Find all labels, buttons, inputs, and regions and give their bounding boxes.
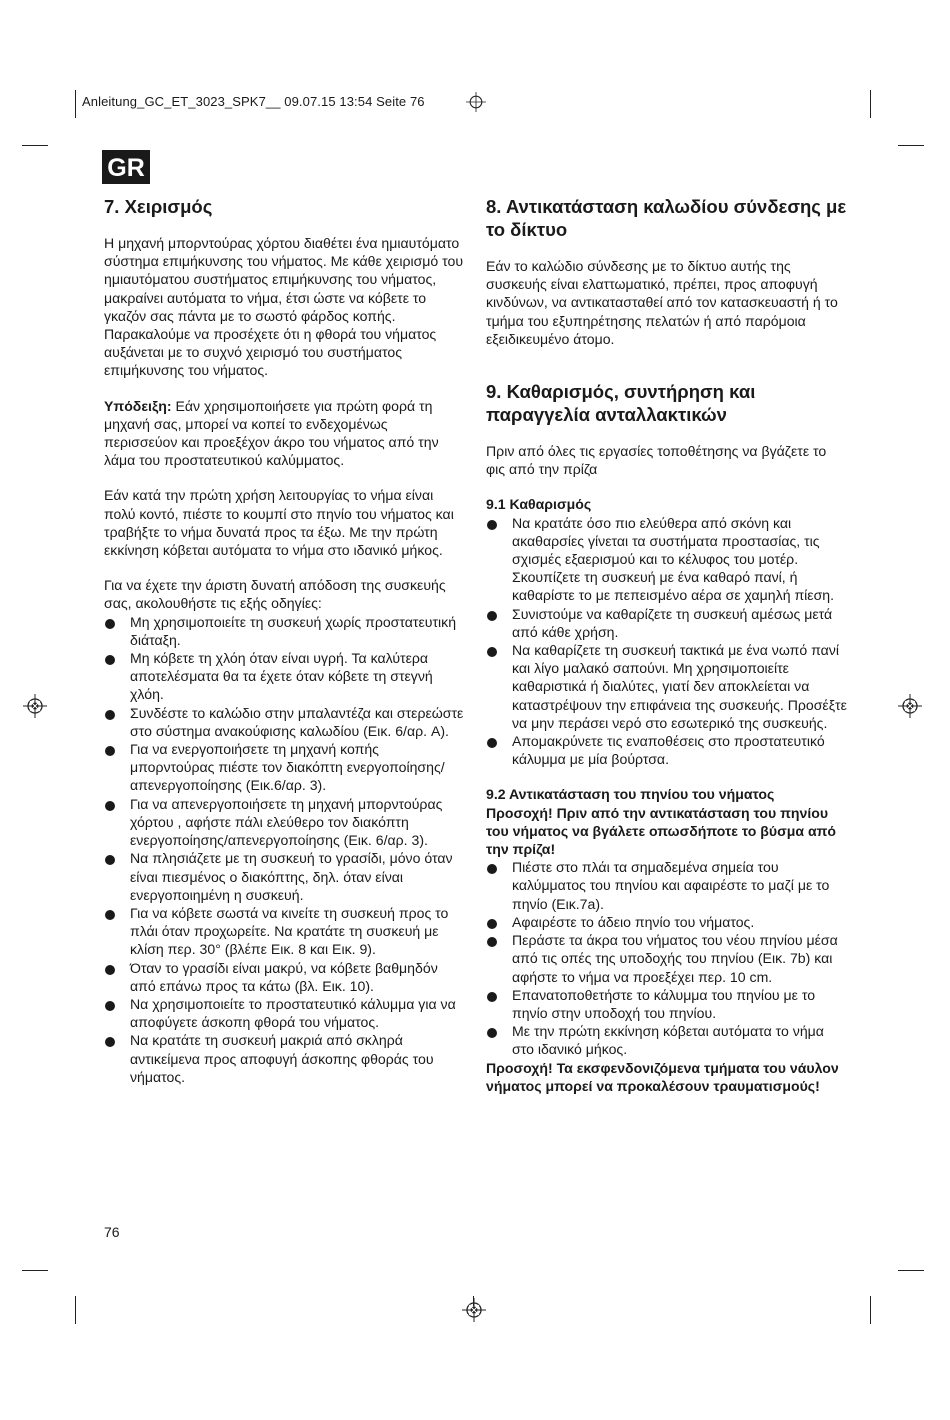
bullet-icon — [487, 738, 497, 748]
list-item: Αφαιρέστε το άδειο πηνίο του νήματος. — [486, 913, 848, 931]
list-item: Επανατοποθετήστε το κάλυμμα του πηνίου με το πηνίο στην υποδοχή του πηνίου. — [486, 986, 848, 1022]
bullet-icon — [105, 1001, 115, 1011]
list-item: Για να απενεργοποιήσετε τη μηχανή μπορντούρας χόρτου , αφήστε πάλι ελεύθερο τον διακόπτη ενεργοποίησης/απενεργοποίησης (Εικ. 6/αρ. 3). — [104, 795, 464, 850]
bullet-icon — [487, 864, 497, 874]
list-item: Όταν το γρασίδι είναι μακρύ, να κόβετε βαθμηδόν από επάνω προς τα κάτω (βλ. Εικ. 10). — [104, 959, 464, 995]
registration-mark-left-icon — [23, 694, 47, 718]
subsection-9-1-bullet-list — [486, 514, 848, 769]
registration-mark-top-icon — [466, 92, 486, 112]
bullet-icon — [105, 655, 115, 665]
page-number: 76 — [104, 1224, 120, 1240]
note-label: Υπόδειξη: — [104, 397, 172, 414]
section-9-text: Πριν από όλες τις εργασίες τοποθέτησης να βγάζετε το φις από την πρίζα — [486, 443, 827, 478]
registration-mark-right-icon — [898, 694, 922, 718]
list-item: Περάστε τα άκρα του νήματος του νέου πηνίου μέσα από τις οπές της υποδοχής του πηνίου (Εικ. 7b) και αφήστε το νήμα να προεξέχει περ. 10 cm. — [486, 931, 848, 986]
registration-mark-bottom-icon — [462, 1298, 486, 1322]
bullet-icon — [105, 855, 115, 865]
list-item: Για να κόβετε σωστά να κινείτε τη συσκευή προς το πλάι όταν προχωρείτε. Να κρατάτε τη συσκευή με κλίση περ. 30° (βλέπε Εικ. 8 και Εικ. 9). — [104, 904, 464, 959]
note-text: Εάν χρησιμοποιήσετε για πρώτη φορά τη μηχανή σας, μπορεί να κοπεί το ενδεχομένως περισσεύον και προεξέχον άκρο του νήματος από την λάμα του προστατευτικού καλύμματος. — [104, 397, 439, 469]
crop-mark-top-right-v — [870, 90, 871, 118]
right-column — [486, 195, 848, 1095]
bullet-icon — [105, 965, 115, 975]
bullet-icon — [487, 1028, 497, 1038]
section-7-title: 7. Χειρισμός — [104, 196, 213, 217]
bullet-icon — [105, 710, 115, 720]
bullet-icon — [487, 937, 497, 947]
list-item: Μη κόβετε τη χλόη όταν είναι υγρή. Τα καλύτερα αποτελέσματα θα τα έχετε όταν κόβετε τη στεγνή χλόη. — [104, 649, 464, 704]
left-column — [104, 195, 464, 1086]
section-7-instructions-intro: Για να έχετε την άριστη δυνατή απόδοση της συσκευής σας, ακολουθήστε τις εξής οδηγίες: — [104, 577, 446, 612]
list-item: Με την πρώτη εκκίνηση κόβεται αυτόματα το νήμα στο ιδανικό μήκος. — [486, 1022, 848, 1058]
list-item: Να πλησιάζετε με τη συσκευή το γρασίδι, μόνο όταν είναι πιεσμένος ο διακόπτης, δηλ. όταν είναι ενεργοποιημένη η συσκευή. — [104, 849, 464, 904]
bullet-icon — [105, 910, 115, 920]
crop-mark-bottom-left-v — [75, 1296, 76, 1324]
section-9-title: 9. Καθαρισμός, συντήρηση και παραγγελία ανταλλακτικών — [486, 381, 756, 426]
section-8-title: 8. Αντικατάσταση καλωδίου σύνδεσης με το δίκτυο — [486, 196, 847, 240]
bullet-icon — [487, 992, 497, 1002]
list-item: Να χρησιμοποιείτε το προστατευτικό κάλυμμα για να αποφύγετε άσκοπη φθορά του νήματος. — [104, 995, 464, 1031]
crop-mark-bottom-right-h — [898, 1270, 924, 1271]
bullet-icon — [105, 1037, 115, 1047]
bullet-icon — [487, 919, 497, 929]
language-badge: GR — [102, 150, 150, 184]
list-item: Συνδέστε το καλώδιο στην μπαλαντέζα και στερεώστε στο σύστημα ανακούφισης καλωδίου (Εικ. 6/αρ. A). — [104, 704, 464, 740]
section-8-text: Εάν το καλώδιο σύνδεσης με το δίκτυο αυτής της συσκευής είναι ελαττωματικό, πρέπει, προς αποφυγή κινδύνων, να αντικατασταθεί από τον κατασκευαστή ή το τμήμα του εξυπηρέτησης πελατών ή από παρόμοια εξειδικευμένο άτομο. — [486, 258, 838, 347]
list-item: Μη χρησιμοποιείτε τη συσκευή χωρίς προστατευτική διάταξη. — [104, 613, 464, 649]
list-item: Να κρατάτε όσο πιο ελεύθερα από σκόνη και ακαθαρσίες γίνεται τα συστήματα προστασίας, τις σχισμές εξαερισμού και το κέλυφος του μοτέρ. Σκουπίζετε τη συσκευή με ένα καθαρό πανί, ή καθαρίστε το με πεπεισμένο αέρα σε χαμηλή πίεση. — [486, 514, 848, 605]
section-7-first-use: Εάν κατά την πρώτη χρήση λειτουργίας το νήμα είναι πολύ κοντό, πιέστε το κουμπί στο πηνίο του νήματος και τραβήξτε το νήμα δυνατά προς τα έξω. Με την πρώτη εκκίνηση κόβεται αυτόματα το νήμα στο ιδανικό μήκος. — [104, 487, 454, 559]
crop-mark-top-right-h — [898, 145, 924, 146]
crop-mark-bottom-right-v — [870, 1296, 871, 1324]
list-item: Πιέστε στο πλάι τα σημαδεμένα σημεία του καλύμματος του πηνίου και αφαιρέστε το μαζί με το πηνίο (Εικ.7a). — [486, 858, 848, 913]
bullet-icon — [105, 746, 115, 756]
bullet-icon — [487, 520, 497, 530]
list-item: Συνιστούμε να καθαρίζετε τη συσκευή αμέσως μετά από κάθε χρήση. — [486, 605, 848, 641]
bullet-icon — [487, 611, 497, 621]
subsection-9-1-title: 9.1 Καθαρισμός — [486, 496, 592, 513]
subsection-9-2-title: 9.2 Αντικατάσταση του πηνίου του νήματος — [486, 786, 775, 803]
list-item: Για να ενεργοποιήσετε τη μηχανή κοπής μπορντούρας πιέστε τον διακόπτη ενεργοποίησης/απενεργοποίησης (Εικ.6/αρ. 3). — [104, 740, 464, 795]
print-slug-header: Anleitung_GC_ET_3023_SPK7__ 09.07.15 13:54 Seite 76 — [82, 94, 425, 109]
section-7-intro: Η μηχανή μπορντούρας χόρτου διαθέτει ένα ημιαυτόματο σύστημα επιμήκυνσης του νήματος. Με κάθε χειρισμό του ημιαυτόματου συστήματος επιμήκυνσης του νήματος, μακραίνει αυτόματα το νήμα, έτσι ώστε να κόβετε το γκαζόν σας πάντα με το σωστό φάρδος κοπής. Παρακαλούμε να προσέχετε ότι η φθορά του νήματος αυξάνεται με το συχνό χειρισμό του συστήματος επιμήκυνσης του νήματος. — [104, 235, 464, 379]
list-item: Να κρατάτε τη συσκευή μακριά από σκληρά αντικείμενα προς αποφυγή άσκοπης φθοράς του νήματος. — [104, 1031, 464, 1086]
section-7-bullet-list — [104, 613, 464, 1086]
bullet-icon — [105, 619, 115, 629]
section-7-note — [104, 397, 464, 470]
subsection-9-2-bullet-list — [486, 858, 848, 1058]
crop-mark-bottom-left-h — [22, 1270, 48, 1271]
crop-mark-top-left-v — [75, 90, 76, 118]
bullet-icon — [105, 801, 115, 811]
subsection-9-2-warning: Προσοχή! Πριν από την αντικατάσταση του πηνίου του νήματος να βγάλετε οπωσδήποτε το βύσμα από την πρίζα! — [486, 804, 837, 858]
list-item: Απομακρύνετε τις εναποθέσεις στο προστατευτικό κάλυμμα με μία βούρτσα. — [486, 732, 848, 768]
bullet-icon — [487, 647, 497, 657]
list-item: Να καθαρίζετε τη συσκευή τακτικά με ένα νωπό πανί και λίγο μαλακό σαπούνι. Μη χρησιμοποιείτε καθαριστικά ή διαλύτες, γιατί δεν αποκλείεται να καταστρέψουν την επιφάνεια της συσκευής. Προσέξτε να μην περάσει νερό στο εσωτερικό της συσκευής. — [486, 641, 848, 732]
final-warning: Προσοχή! Τα εκσφενδονιζόμενα τμήματα του νάυλον νήματος μπορεί να προκαλέσουν τραυματισμούς! — [486, 1059, 839, 1094]
crop-mark-top-left-h — [22, 145, 48, 146]
